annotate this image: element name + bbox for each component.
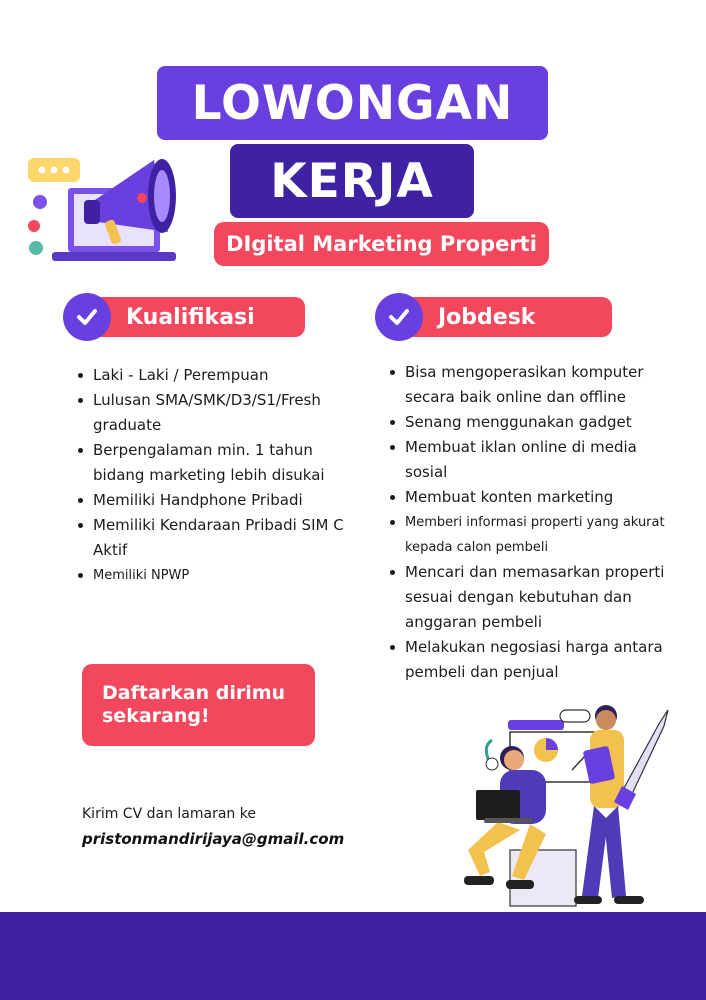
list-item: Laki - Laki / Perempuan	[76, 363, 361, 388]
check-icon	[63, 293, 111, 341]
title-lowongan: LOWONGAN	[157, 66, 548, 140]
list-item: Memberi informasi properti yang akurat kepada calon pembeli	[388, 510, 678, 560]
list-item: Memiliki Handphone Pribadi	[76, 488, 361, 513]
contact-email[interactable]: pristonmandirijaya@gmail.com	[82, 830, 345, 848]
jobdesk-heading-label: Jobdesk	[438, 304, 536, 330]
list-item: Mencari dan memasarkan properti sesuai dengan kebutuhan dan anggaran pembeli	[388, 560, 678, 635]
list-item: Memiliki NPWP	[76, 563, 361, 588]
people-working-illustration	[450, 700, 680, 912]
cta-line1: Daftarkan dirimu	[102, 682, 286, 704]
list-item: Membuat konten marketing	[388, 485, 678, 510]
list-item: Senang menggunakan gadget	[388, 410, 678, 435]
contact-instruction: Kirim CV dan lamaran ke	[82, 806, 256, 822]
qualifications-list	[76, 363, 361, 588]
position-title: DIgital Marketing Properti	[214, 222, 549, 266]
check-icon	[375, 293, 423, 341]
list-item: Bisa mengoperasikan komputer secara baik online dan offline	[388, 360, 678, 410]
cta-line2: sekarang!	[102, 705, 210, 727]
list-item: Memiliki Kendaraan Pribadi SIM C Aktif	[76, 513, 361, 563]
footer-band	[0, 912, 706, 1000]
list-item: Lulusan SMA/SMK/D3/S1/Fresh graduate	[76, 388, 361, 438]
list-item: Membuat iklan online di media sosial	[388, 435, 678, 485]
qualifications-heading-label: Kualifikasi	[126, 304, 255, 330]
list-item: Berpengalaman min. 1 tahun bidang marketing lebih disukai	[76, 438, 361, 488]
list-item: Melakukan negosiasi harga antara pembeli dan penjual	[388, 635, 678, 685]
title-kerja: KERJA	[230, 144, 474, 218]
jobdesk-list	[388, 360, 678, 685]
megaphone-icon	[22, 140, 202, 270]
register-now-button[interactable]	[82, 664, 315, 746]
